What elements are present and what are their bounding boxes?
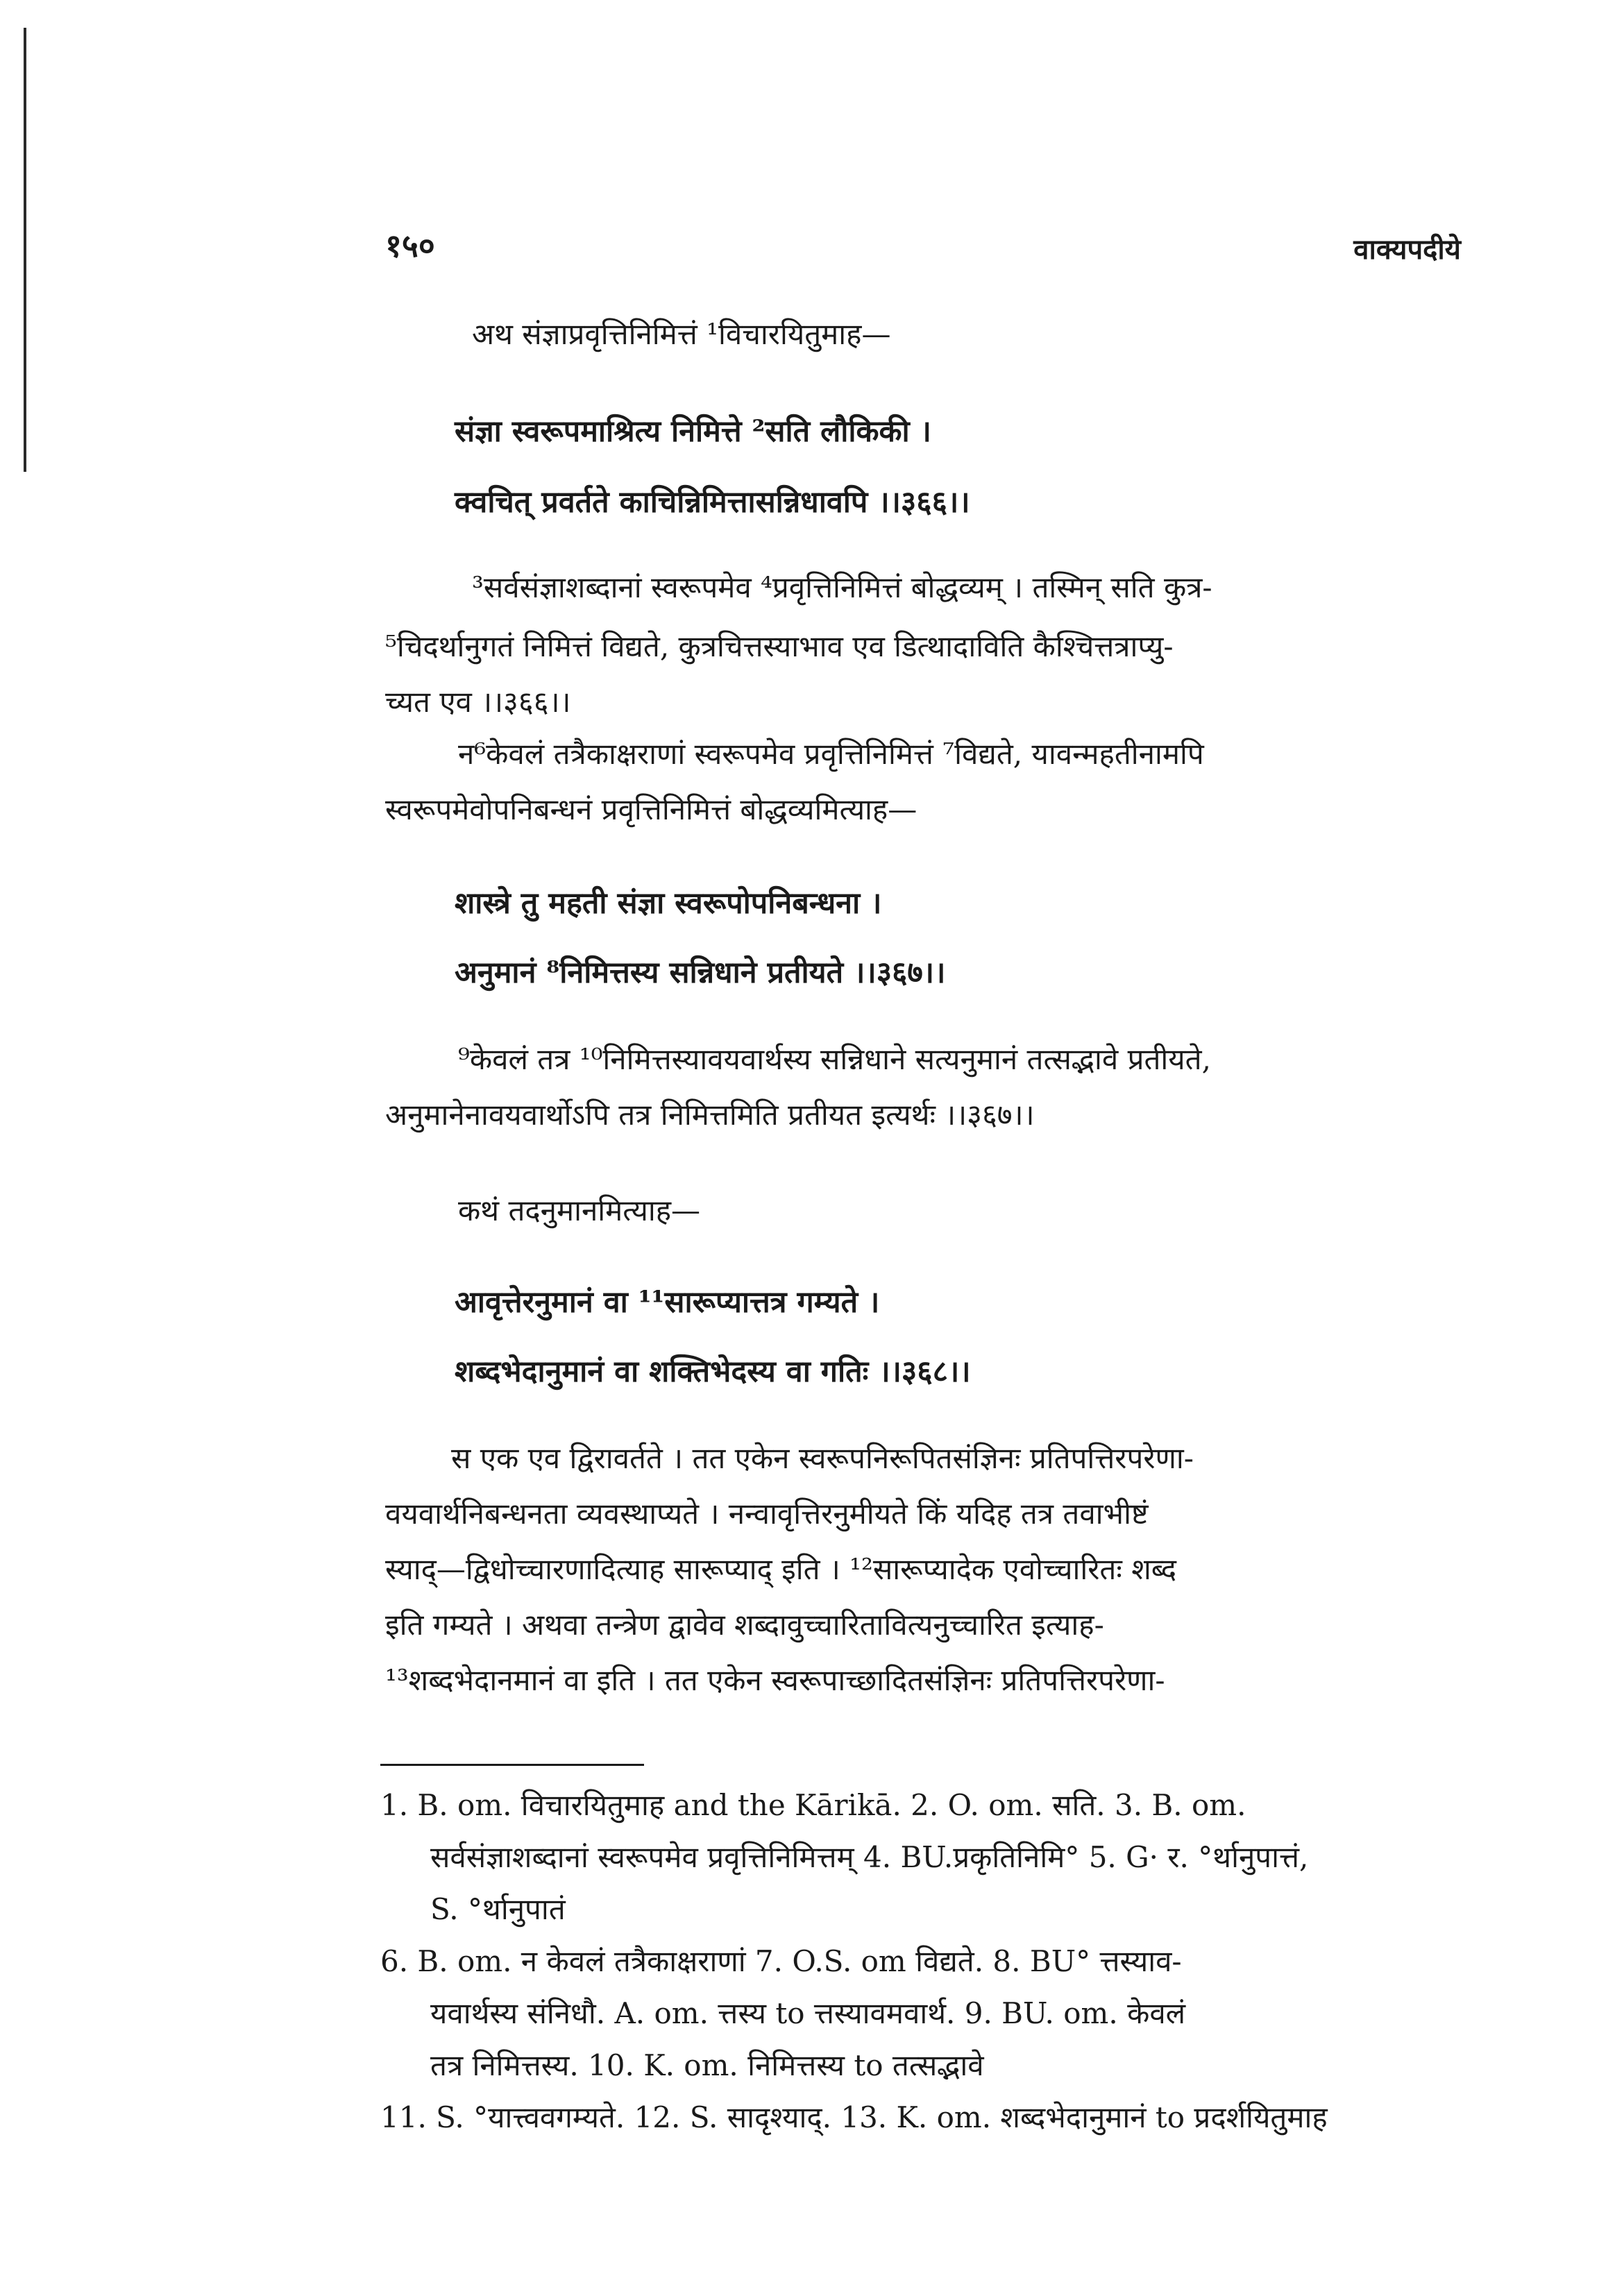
verse-367-line2: अनुमानं ⁸निमित्तस्य सन्निधाने प्रतीयते ।।३६७।। bbox=[455, 955, 946, 990]
footnote-6-line3: तत्र निमित्तस्य. 10. K. om. निमित्तस्य to तत्सद्भावे bbox=[430, 2048, 984, 2082]
commentary-367-line1: ⁹केवलं तत्र ¹⁰निमित्तस्यावयवार्थस्य सन्निधाने सत्यनुमानं तत्सद्भावे प्रतीयते, bbox=[458, 1042, 1211, 1076]
commentary-368-line4: इति गम्यते । अथवा तन्त्रेण द्वावेव शब्दावुच्चारितावित्यनुच्चारित इत्याह- bbox=[385, 1608, 1104, 1642]
verse-368-line1: आवृत्तेरनुमानं वा ¹¹सारूप्यात्तत्र गम्यते । bbox=[455, 1285, 880, 1320]
commentary-368-line1: स एक एव द्विरावर्तते । तत एकेन स्वरूपनिरूपितसंज्ञिनः प्रतिपत्तिरपरेणा- bbox=[451, 1441, 1194, 1475]
footnote-1-line3: S. °र्थानुपातं bbox=[430, 1892, 566, 1926]
footnote-rule bbox=[380, 1764, 644, 1766]
commentary-366-line1: ³सर्वसंज्ञाशब्दानां स्वरूपमेव ⁴प्रवृत्तिनिमित्तं बोद्धव्यम् । तस्मिन् सति कुत्र- bbox=[472, 570, 1212, 604]
intro-366: अथ संज्ञाप्रवृत्तिनिमित्तं ¹विचारयितुमाह— bbox=[472, 317, 891, 351]
footnote-11-line1: 11. S. °यात्त्ववगम्यते. 12. S. सादृश्याद्. 13. K. om. शब्दभेदानुमानं to प्रदर्शयितुमाह bbox=[380, 2100, 1328, 2134]
footnote-6-line1: 6. B. om. न केवलं तत्रैकाक्षराणां 7. O.S. om विद्यते. 8. BU° त्तस्याव- bbox=[380, 1944, 1182, 1978]
intro-367-line1: न⁶केवलं तत्रैकाक्षराणां स्वरूपमेव प्रवृत्तिनिमित्तं ⁷विद्यते, यावन्महतीनामपि bbox=[458, 737, 1204, 771]
commentary-367-line2: अनुमानेनावयवार्थोऽपि तत्र निमित्तमिति प्रतीयत इत्यर्थः ।।३६७।। bbox=[385, 1098, 1035, 1132]
commentary-366-line2: ⁵चिदर्थानुगतं निमित्तं विद्यते, कुत्रचित्तस्याभाव एव डित्थादाविति कैश्चित्तत्राप्यु- bbox=[385, 629, 1174, 663]
footnote-6-line2: यवार्थस्य संनिधौ. A. om. त्तस्य to त्तस्यावमवार्थ. 9. BU. om. केवलं bbox=[430, 1996, 1186, 2030]
intro-367-line2: स्वरूपमेवोपनिबन्धनं प्रवृत्तिनिमित्तं बोद्धव्यमित्याह— bbox=[385, 792, 917, 826]
footnote-1-line2: सर्वसंज्ञाशब्दानां स्वरूपमेव प्रवृत्तिनिमित्तम् 4. BU.प्रकृतिनिमि° 5. G· र. °र्थानुपात्तं, bbox=[430, 1840, 1309, 1874]
commentary-368-line3: स्याद्—द्विधोच्चारणादित्याह सारूप्याद् इति । ¹²सारूप्यादेक एवोच्चारितः शब्द bbox=[385, 1552, 1177, 1586]
page-number: १५० bbox=[385, 227, 435, 264]
commentary-368-line5: ¹³शब्दभेदानमानं वा इति । तत एकेन स्वरूपाच्छादितसंज्ञिनः प्रतिपत्तिरपरेणा- bbox=[385, 1663, 1165, 1697]
verse-368-line2: शब्दभेदानुमानं वा शक्तिभेदस्य वा गतिः ।।३६८।। bbox=[455, 1354, 971, 1389]
commentary-366-line3: च्यत एव ।।३६६।। bbox=[385, 685, 571, 719]
running-title: वाक्यपदीये bbox=[1353, 233, 1461, 266]
verse-366-line2: क्वचित् प्रवर्तते काचिन्निमित्तासन्निधावपि ।।३६६।। bbox=[455, 485, 970, 520]
verse-366-line1: संज्ञा स्वरूपमाश्रित्य निमित्ते ²सति लौकिकी । bbox=[455, 414, 931, 449]
intro-368: कथं तदनुमानमित्याह— bbox=[458, 1193, 701, 1227]
scan-margin-line bbox=[24, 28, 26, 472]
footnote-1-line1: 1. B. om. विचारयितुमाह and the Kārikā. 2. O. om. सति. 3. B. om. bbox=[380, 1788, 1246, 1822]
commentary-368-line2: वयवार्थनिबन्धनता व्यवस्थाप्यते । नन्वावृत्तिरनुमीयते किं यदिह तत्र तवाभीष्टं bbox=[385, 1497, 1149, 1531]
verse-367-line1: शास्त्रे तु महती संज्ञा स्वरूपोपनिबन्धना । bbox=[455, 886, 882, 921]
